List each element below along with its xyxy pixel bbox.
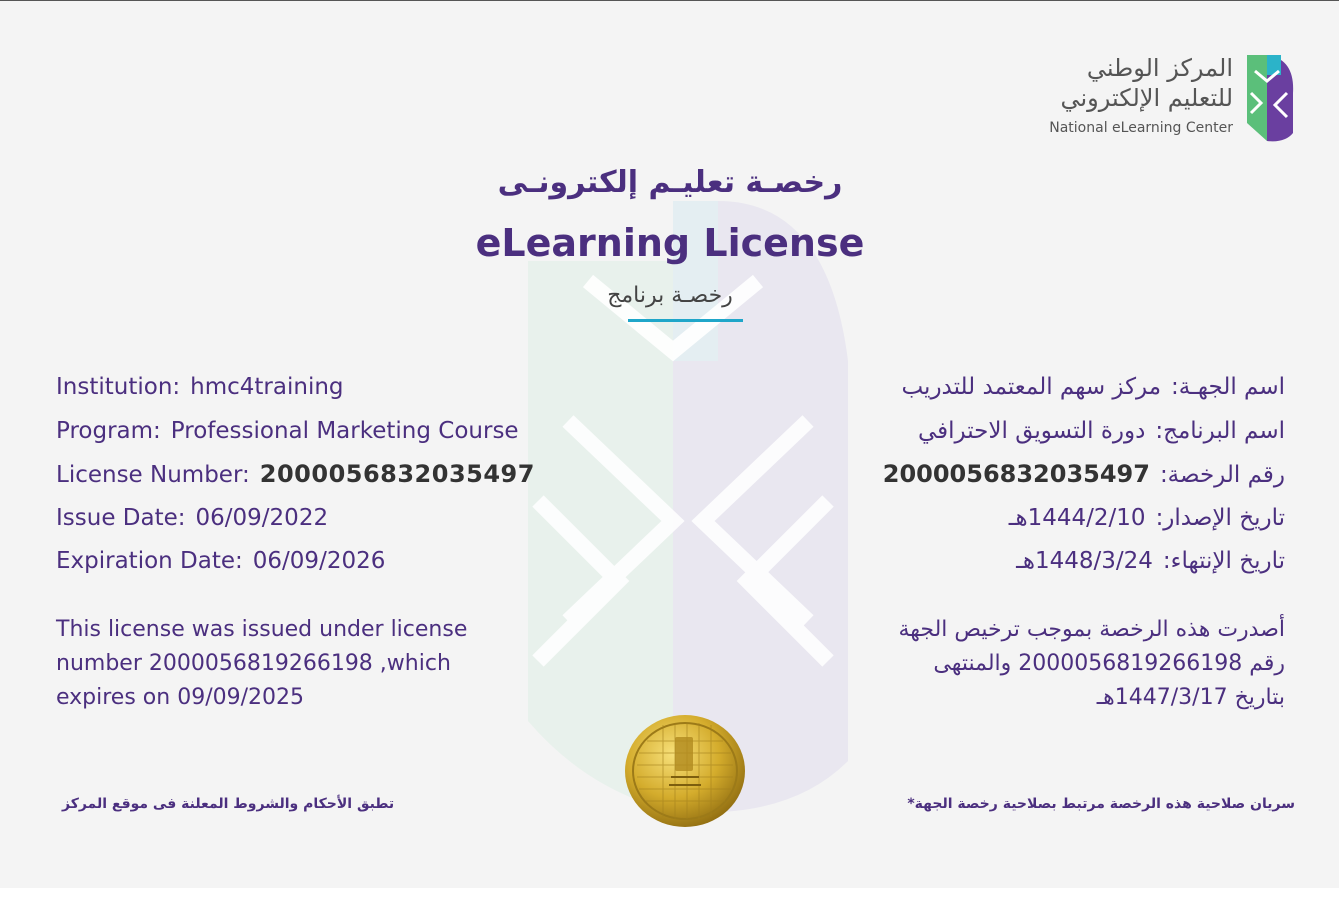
bottom-band <box>0 888 1339 914</box>
issue-row-en <box>56 498 616 542</box>
institution-value-ar: مركز سهم المعتمد للتدريب <box>901 374 1162 400</box>
details-arabic <box>725 367 1285 585</box>
gold-seal-icon <box>623 713 747 829</box>
program-row-en <box>56 411 616 455</box>
issue-row-ar <box>725 498 1285 542</box>
nelc-logo <box>1020 53 1295 145</box>
expiration-row-ar <box>725 541 1285 585</box>
expiration-label-en: Expiration Date: <box>56 548 243 574</box>
institution-label-en: Institution: <box>56 374 181 400</box>
expiration-row-en <box>56 541 616 585</box>
details-english <box>56 367 616 585</box>
title-english: eLearning License <box>475 221 865 265</box>
issue-value-ar: 1444/2/10هـ <box>1008 504 1146 531</box>
license-certificate <box>0 1 1339 888</box>
nelc-logo-icon <box>1245 53 1295 143</box>
program-value-ar: دورة التسويق الاحترافي <box>917 417 1146 444</box>
logo-name-ar-line2: للتعليم الإلكتروني <box>1060 84 1233 112</box>
license-row-ar <box>725 454 1285 498</box>
institution-label-ar: اسم الجهـة: <box>1171 374 1285 400</box>
license-value-en: 2000056832035497 <box>259 460 535 488</box>
note-en-line2: number 2000056819266198 ,which <box>56 651 451 676</box>
issue-label-ar: تاريخ الإصدار: <box>1155 504 1285 531</box>
license-value-ar: 2000056832035497 <box>882 460 1150 488</box>
note-en-line3: expires on 09/09/2025 <box>56 685 304 710</box>
title-arabic: رخصـة تعليـم إلكترونـى <box>497 165 843 200</box>
footer-validity-note: سريان صلاحية هذه الرخصة مرتبط بصلاحية رخصة الجهة* <box>907 796 1295 812</box>
program-label-ar: اسم البرنامج: <box>1155 417 1285 444</box>
footer-terms: تطبق الأحكام والشروط المعلنة فى موقع المركز <box>62 796 395 812</box>
institution-row-ar <box>725 367 1285 411</box>
program-value-en: Professional Marketing Course <box>170 417 519 444</box>
subtitle-underline <box>628 319 743 322</box>
license-label-ar: رقم الرخصة: <box>1159 462 1285 488</box>
logo-text <box>983 53 1233 139</box>
issue-label-en: Issue Date: <box>56 504 186 531</box>
note-ar-line2: رقم 2000056819266198 والمنتهى <box>933 651 1285 676</box>
license-note-english <box>56 613 556 715</box>
license-row-en <box>56 454 616 498</box>
license-note-arabic <box>825 613 1285 715</box>
subtitle-arabic: رخصـة برنامج <box>607 283 733 308</box>
institution-value-en: hmc4training <box>190 374 344 400</box>
logo-name-en: National eLearning Center <box>1049 120 1233 136</box>
expiration-value-en: 06/09/2026 <box>252 548 386 574</box>
issue-value-en: 06/09/2022 <box>195 504 329 531</box>
expiration-label-ar: تاريخ الإنتهاء: <box>1162 548 1285 574</box>
note-en-line1: This license was issued under license <box>56 617 468 642</box>
expiration-value-ar: 1448/3/24هـ <box>1016 548 1153 574</box>
program-row-ar <box>725 411 1285 455</box>
license-label-en: License Number: <box>56 462 250 488</box>
institution-row-en <box>56 367 616 411</box>
note-ar-line1: أصدرت هذه الرخصة بموجب ترخيص الجهة <box>898 617 1285 642</box>
logo-name-ar-line1: المركز الوطني <box>1086 54 1233 82</box>
program-label-en: Program: <box>56 417 161 444</box>
note-ar-line3: بتاريخ 1447/3/17هـ <box>1096 685 1285 710</box>
